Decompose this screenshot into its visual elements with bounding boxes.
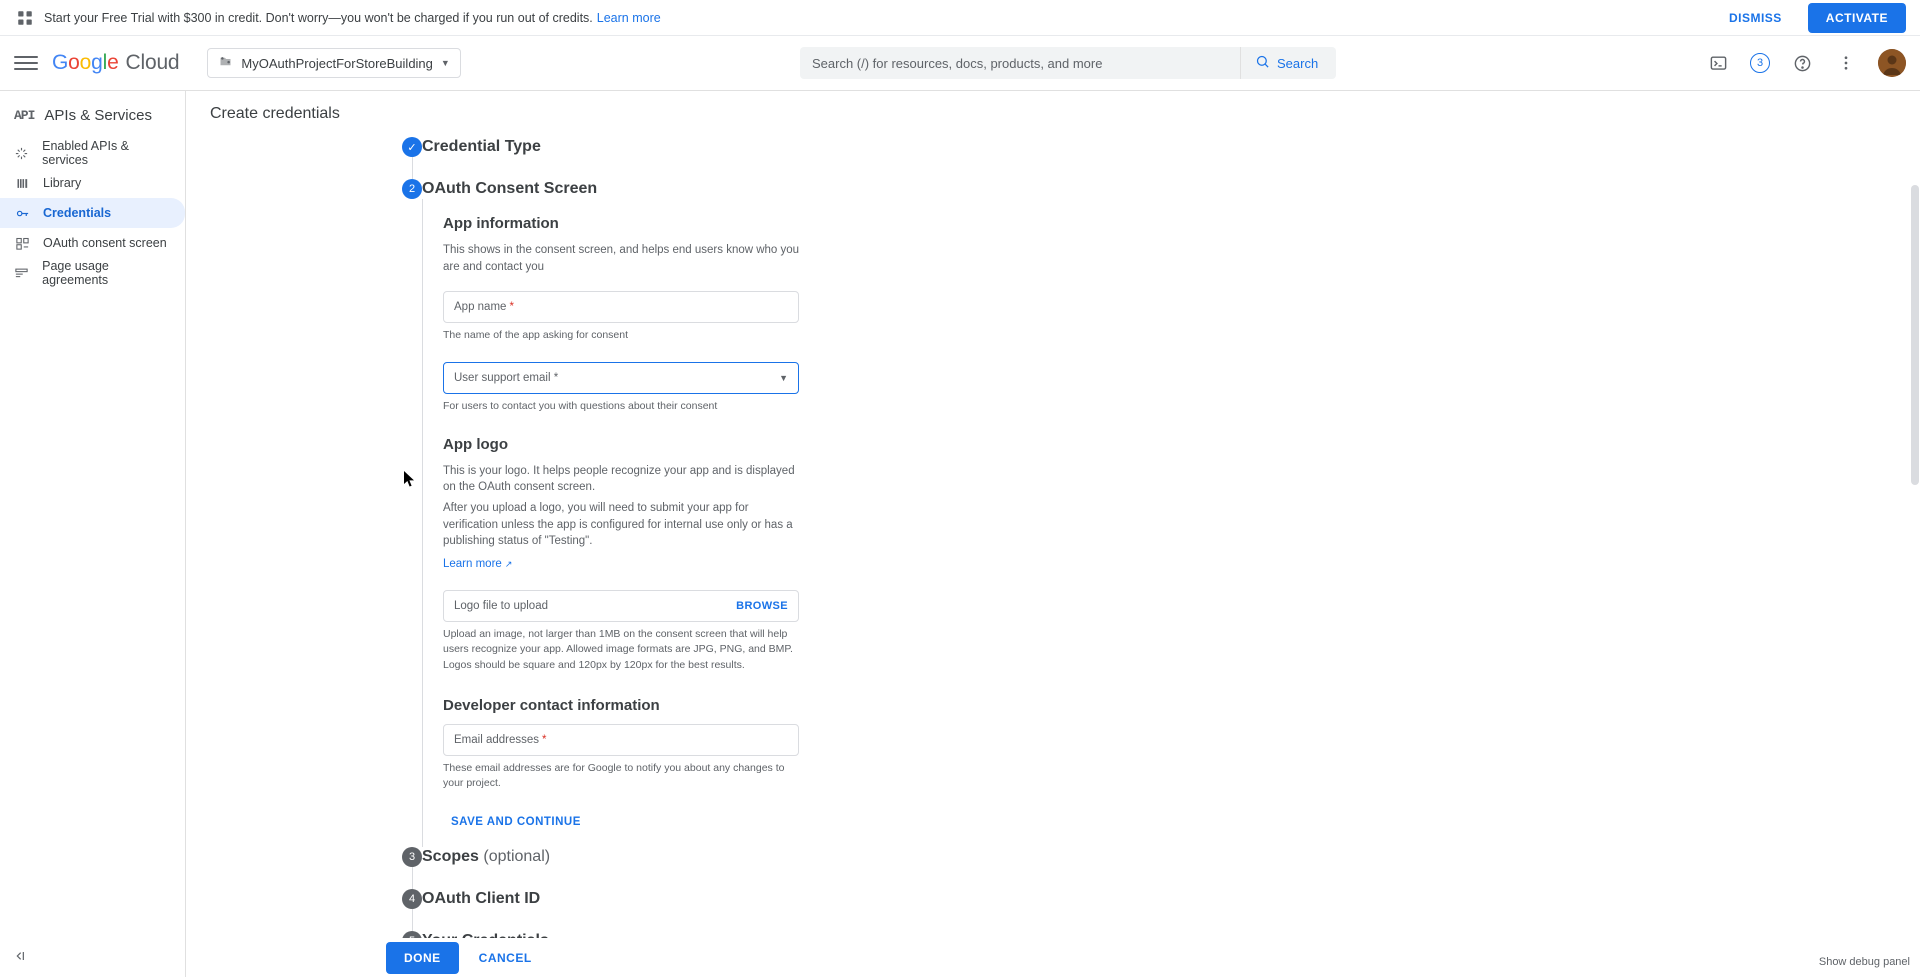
free-trial-learn-more-link[interactable]: Learn more xyxy=(596,10,661,25)
external-link-icon: ↗ xyxy=(504,559,513,570)
step-oauth-client-id[interactable] xyxy=(186,889,1920,931)
topbar-right-actions xyxy=(1706,49,1906,77)
logo-letter-g2: g xyxy=(91,51,103,74)
sidebar-item-label: Enabled APIs & services xyxy=(42,139,130,167)
main-content xyxy=(186,91,1920,977)
app-logo-description-2: After you upload a logo, you will need to submit your app for verification unless the app is configured for internal use only or has a publishing status of "Testing". xyxy=(443,502,793,548)
learn-more-label: Learn more xyxy=(443,558,502,571)
wizard-footer xyxy=(186,938,1920,978)
activate-button[interactable]: ACTIVATE xyxy=(1808,3,1906,33)
user-support-email-label: User support email * xyxy=(454,371,559,384)
developer-email-hint: These email addresses are for Google to notify you about any changes to your project. xyxy=(443,761,785,790)
library-icon xyxy=(14,175,30,191)
step-2-marker: 2 xyxy=(402,179,422,199)
logo-upload-input[interactable] xyxy=(443,590,799,622)
user-support-email-select[interactable] xyxy=(443,362,799,394)
step-3-suffix: (optional) xyxy=(478,848,551,866)
show-debug-panel-link[interactable]: Show debug panel xyxy=(1818,956,1910,968)
app-logo-title: App logo xyxy=(443,435,508,453)
step-connector xyxy=(412,867,413,889)
help-icon[interactable] xyxy=(1790,51,1814,75)
step-4-marker: 4 xyxy=(402,889,422,909)
collapse-panel-icon[interactable] xyxy=(12,948,28,967)
user-support-email-hint: For users to contact you with questions about their consent xyxy=(443,399,718,412)
sidebar-item-label: Page usage agreements xyxy=(42,259,109,287)
app-name-hint: The name of the app asking for consent xyxy=(443,329,629,342)
logo-letter-e: e xyxy=(107,51,119,74)
search-icon xyxy=(1255,54,1270,72)
logo-letter-o2: o xyxy=(79,51,92,74)
app-information-title: App information xyxy=(443,215,559,232)
sidebar-item-page-usage-agreements[interactable] xyxy=(0,258,185,288)
sidebar-title xyxy=(0,101,185,138)
step-1-title: Credential Type xyxy=(422,138,541,155)
key-icon xyxy=(14,205,30,221)
sidebar-item-credentials[interactable] xyxy=(0,198,185,228)
api-logo: API xyxy=(14,108,35,123)
logo-letter-l: l xyxy=(102,51,108,74)
step-2-body xyxy=(422,199,1920,847)
sidebar-item-library[interactable] xyxy=(0,168,185,198)
step-2-title: OAuth Consent Screen xyxy=(422,180,598,197)
developer-email-input[interactable] xyxy=(443,724,799,756)
cancel-button[interactable]: CANCEL xyxy=(465,942,546,974)
enabled-apis-icon xyxy=(14,145,29,161)
cloud-shell-icon[interactable] xyxy=(1706,51,1730,75)
step-4-title: OAuth Client ID xyxy=(422,890,541,908)
developer-contact-title: Developer contact information xyxy=(443,696,660,714)
app-logo-learn-more-link[interactable] xyxy=(443,558,512,570)
consent-icon xyxy=(14,235,30,251)
sidebar-title-label: APIs & Services xyxy=(44,107,152,124)
project-icon xyxy=(218,54,233,72)
banner-actions xyxy=(1721,3,1906,33)
step-scopes[interactable] xyxy=(186,847,1920,889)
google-cloud-logo[interactable] xyxy=(52,51,179,75)
app-name-required-marker: * xyxy=(509,301,514,314)
logo-upload-hint: Upload an image, not larger than 1MB on the consent screen that will help users recognize your app. Allowed image formats are JPG, PNG, and BMP. Logos should be square and 120px by 120px for the best results. xyxy=(443,628,793,671)
hamburger-menu-icon[interactable] xyxy=(14,51,38,75)
save-and-continue-button[interactable]: SAVE AND CONTINUE xyxy=(441,807,591,837)
sidebar-item-label: Credentials xyxy=(43,206,112,220)
sidebar-item-label: OAuth consent screen xyxy=(43,236,167,250)
step-credential-type[interactable] xyxy=(186,137,1920,179)
notifications-badge[interactable]: 3 xyxy=(1750,53,1770,73)
dismiss-button[interactable]: DISMISS xyxy=(1721,5,1790,31)
app-name-label: App name xyxy=(454,301,507,314)
browse-button[interactable]: BROWSE xyxy=(736,600,788,613)
sidebar xyxy=(0,91,186,977)
agreements-icon xyxy=(14,265,29,281)
app-information-description: This shows in the consent screen, and helps end users know who you are and contact you xyxy=(443,244,800,273)
app-logo-description-1: This is your logo. It helps people recognize your app and is displayed on the OAuth consent screen. xyxy=(443,464,795,494)
developer-email-required-marker: * xyxy=(542,733,547,746)
logo-word-cloud: Cloud xyxy=(125,51,180,74)
create-credentials-wizard xyxy=(186,137,1920,977)
search-area xyxy=(800,47,1336,79)
page-body xyxy=(0,91,1920,977)
project-name: MyOAuthProjectForStoreBuilding xyxy=(241,55,433,71)
chevron-down-icon: ▼ xyxy=(440,58,450,68)
step-3-title: Scopes xyxy=(422,848,479,866)
done-button[interactable]: DONE xyxy=(386,942,459,974)
more-vert-icon[interactable] xyxy=(1834,51,1858,75)
avatar[interactable] xyxy=(1878,49,1906,77)
search-button-label: Search xyxy=(1277,55,1319,71)
step-3-marker: 3 xyxy=(402,847,422,867)
vertical-scrollbar[interactable] xyxy=(1911,185,1919,485)
page-title: Create credentials xyxy=(210,105,340,122)
free-trial-banner xyxy=(0,0,1920,36)
developer-email-label: Email addresses xyxy=(454,733,540,746)
sidebar-item-enabled-apis[interactable] xyxy=(0,138,185,168)
search-input[interactable] xyxy=(800,47,1240,79)
step-oauth-consent-screen xyxy=(186,179,1920,847)
top-navigation-bar xyxy=(0,36,1920,91)
chevron-down-icon: ▼ xyxy=(779,372,788,383)
logo-letter-g: G xyxy=(52,51,69,74)
sidebar-item-label: Library xyxy=(43,176,82,190)
step-connector xyxy=(412,157,413,179)
free-trial-text: Start your Free Trial with $300 in credit. Don't worry—you won't be charged if you run out of credits. xyxy=(44,10,593,25)
sidebar-item-oauth-consent-screen[interactable] xyxy=(0,228,185,258)
apps-grid-icon[interactable] xyxy=(14,7,36,29)
logo-upload-label: Logo file to upload xyxy=(454,600,548,613)
step-connector xyxy=(412,909,413,931)
app-name-input[interactable] xyxy=(443,291,799,323)
step-1-marker: ✓ xyxy=(402,137,422,157)
logo-letter-o1: o xyxy=(68,51,80,74)
project-selector[interactable] xyxy=(207,48,460,78)
search-button[interactable] xyxy=(1240,47,1336,79)
